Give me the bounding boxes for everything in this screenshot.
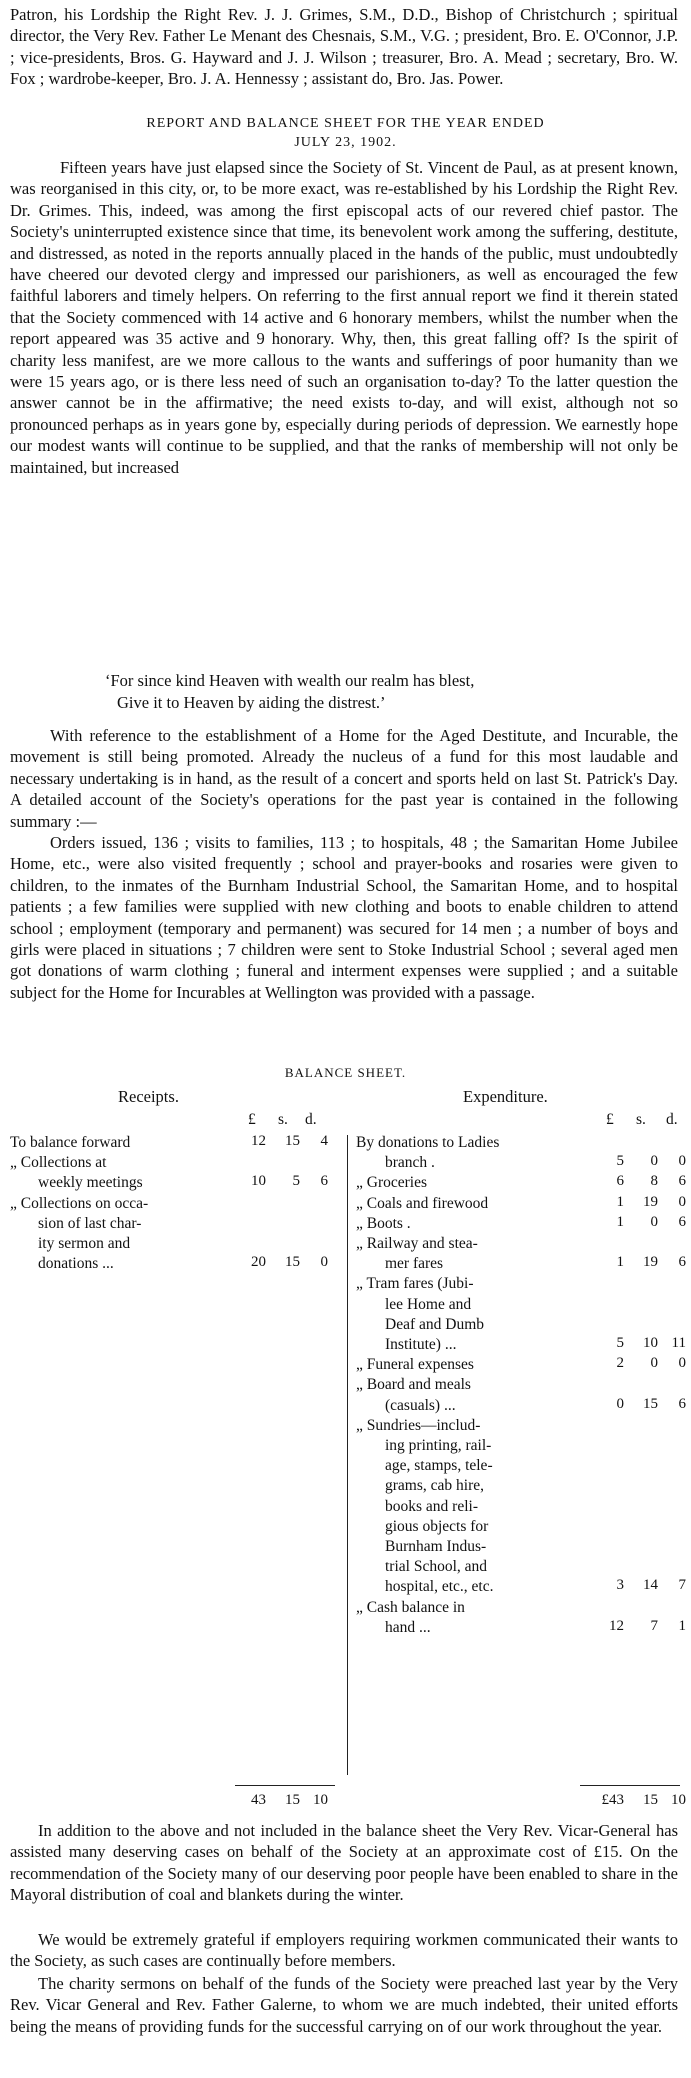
receipt-line: donations ...: [38, 1255, 114, 1273]
expenditure-line: „ Railway and stea-: [356, 1235, 478, 1252]
amount-pounds: 5: [616, 1153, 624, 1170]
amount-pence: 4: [320, 1133, 328, 1149]
expenditure-line: Burnham Indus-: [385, 1538, 487, 1555]
amount-pounds: 2: [616, 1355, 624, 1372]
amount-pence: 11: [671, 1335, 686, 1351]
amount-pence: 6: [678, 1173, 686, 1190]
receipts-total-rule: [235, 1785, 335, 1786]
amount-shillings: 0: [650, 1213, 658, 1230]
paragraph-summary: Orders issued, 136 ; visits to families, 113 ; to hospitals, 48 ; the Samaritan Home Jubilee Home, etc., were also visited frequently ; school and prayer-books and rosaries were given to children, to the inmates of the Burnham Industrial School, the Samaritan Home, and to hospital patients ; a few families were supplied with new clothing and boots to enable children to attend school ; employment (temporary and permanent) was secured for 14 men ; a number of boys and girls were placed in situations ; 7 children were sent to Stoke Industrial School ; several aged men got donations of warm clothing ; funeral and interment expenses were supplied ; and a suitable subject for the Home for Incurables at Wellington was provided with a passage.: [10, 833, 678, 1002]
receipt-line: ity sermon and: [38, 1235, 131, 1252]
report-heading: [0, 114, 691, 152]
currency-label: d.: [666, 1111, 678, 1128]
amount-pence: 0: [678, 1193, 686, 1210]
expenditure-line: hand ...: [385, 1618, 431, 1636]
amount-shillings: 0: [650, 1153, 658, 1170]
expenditure-line: grams, cab hire,: [385, 1477, 484, 1495]
receipt-line: „ Collections on occa-: [10, 1194, 149, 1212]
amount-pence: 10: [313, 1792, 328, 1808]
amount-shillings: 10: [643, 1335, 658, 1351]
report-heading-line1: REPORT AND BALANCE SHEET FOR THE YEAR ENDED: [146, 116, 545, 131]
expenditure-total-rule: [580, 1785, 680, 1786]
column-divider: [347, 1135, 348, 1775]
amount-pounds: 3: [616, 1577, 624, 1594]
amount-shillings: 15: [643, 1792, 658, 1808]
expenditure-line: lee Home and: [385, 1295, 472, 1313]
amount-pence: 6: [678, 1213, 686, 1230]
currency-label: £: [606, 1111, 614, 1128]
poem-line-1: ‘For since kind Heaven with wealth our realm has blest,: [105, 671, 475, 690]
expenditure-line: mer fares: [385, 1255, 444, 1273]
amount-pounds: 10: [251, 1173, 266, 1190]
expenditure-line: trial School, and: [385, 1558, 488, 1576]
amount-pence: 1: [678, 1617, 686, 1634]
expenditure-line: By donations to Ladies: [356, 1134, 500, 1151]
expenditure-line: books and reli-: [385, 1497, 478, 1515]
amount-pounds: 5: [616, 1335, 624, 1351]
amount-shillings: 0: [650, 1355, 658, 1372]
expenditure-line: hospital, etc., etc.: [385, 1578, 494, 1596]
expenditure-line: „ Board and meals: [356, 1376, 471, 1394]
expenditure-line: age, stamps, tele-: [385, 1457, 493, 1475]
expenditure-line: „ Funeral expenses: [356, 1356, 474, 1374]
amount-pence: 0: [678, 1153, 686, 1170]
paragraph-employers: We would be extremely grateful if employers requiring workmen communicated their wants to the Society, as such cases are continually before members.: [10, 1930, 678, 1971]
amount-pence: 7: [678, 1577, 686, 1594]
amount-shillings: 5: [292, 1173, 300, 1190]
paragraph-sermons: The charity sermons on behalf of the funds of the Society were preached last year by the Very Rev. Vicar General and Rev. Father Galerne, to whom we are much indebted, their united efforts being the means of providing funds for the successful carrying on of our work throughout the year.: [10, 1974, 678, 2036]
expenditure-heading: Expenditure.: [463, 1087, 548, 1106]
receipt-line: weekly meetings: [38, 1174, 143, 1192]
expenditure-line: branch .: [385, 1154, 435, 1172]
amount-shillings: 15: [285, 1792, 300, 1808]
paragraph-home: With reference to the establishment of a Home for the Aged Destitute, and Incurable, the movement is still being promoted. Already the nucleus of a fund for this most laudable and necessary undertaking is in hand, as the result of a concert and sports held on last St. Patrick's Day. A detailed account of the Society's operations for the past year is contained in the following summary :—: [10, 726, 678, 831]
receipt-line: sion of last char-: [38, 1214, 142, 1232]
amount-pence: 0: [678, 1355, 686, 1372]
amount-pounds: 20: [251, 1254, 266, 1271]
amount-shillings: 8: [650, 1173, 658, 1190]
receipts-heading: Receipts.: [118, 1087, 179, 1106]
balance-sheet-title: BALANCE SHEET.: [284, 1065, 407, 1080]
amount-pence: 6: [678, 1395, 686, 1412]
paragraph-history: Fifteen years have just elapsed since the Society of St. Vincent de Paul, as at present known, was reorganised in this city, or, to be more exact, was re-established by his Lordship the Right Rev. Dr. Grimes. This, indeed, was among the first episcopal acts of our revered chief pastor. The Society's uninterrupted existence since that time, its benevolent work among the suffering, destitute, and distressed, as noted in the reports annually placed in the hands of the public, must undoubtedly have cheered our devoted clergy and impressed our parishioners, as well as encouraged the few faithful laborers and timely helpers. On referring to the first annual report we find it therein stated that the Society commenced with 14 active and 6 honorary members, whilst the number when the report appeared was 35 active and 9 honorary. Why, then, this great falling off? Is the spirit of charity less manifest, are we more callous to the wants and sufferings of poor humanity than we were 15 years ago, or is there less need of such an organisation to-day? To the latter question the answer cannot be in the affirmative; the need exists to-day, and will exist, although not so pronounced perhaps as in years gone by, especially during periods of depression. We earnestly hope our modest wants will continue to be supplied, and that the ranks of membership will not only be maintained, but increased: [10, 158, 678, 477]
receipt-line: To balance forward: [10, 1134, 131, 1151]
amount-shillings: 19: [643, 1254, 658, 1271]
amount-pounds: 43: [251, 1792, 266, 1808]
expenditure-line: „ Coals and firewood: [356, 1194, 489, 1212]
amount-shillings: 15: [643, 1395, 658, 1412]
amount-pence: 6: [678, 1254, 686, 1271]
expenditure-line: „ Groceries: [356, 1174, 427, 1192]
amount-pounds: 1: [616, 1213, 624, 1230]
currency-label: d.: [305, 1111, 317, 1128]
poem-line-2: Give it to Heaven by aiding the distrest.’: [117, 693, 386, 712]
expenditure-line: ing printing, rail-: [385, 1437, 492, 1454]
amount-pounds: 12: [251, 1133, 266, 1149]
amount-pence: 6: [320, 1173, 328, 1190]
expenditure-line: „ Tram fares (Jubi-: [356, 1275, 474, 1293]
expenditure-line: „ Cash balance in: [356, 1598, 465, 1616]
expenditure-line: Deaf and Dumb: [385, 1315, 484, 1333]
amount-shillings: 7: [650, 1617, 658, 1634]
amount-pence: 10: [671, 1792, 686, 1808]
amount-shillings: 19: [643, 1193, 658, 1210]
expenditure-line: „ Sundries—includ-: [356, 1416, 481, 1434]
amount-pounds: 6: [616, 1173, 624, 1190]
currency-label: £: [248, 1111, 256, 1128]
currency-label: s.: [636, 1111, 646, 1128]
amount-pence: 0: [320, 1254, 328, 1271]
amount-pounds: 1: [616, 1193, 624, 1210]
expenditure-line: (casuals) ...: [385, 1396, 456, 1414]
amount-shillings: 14: [643, 1577, 658, 1594]
amount-shillings: 15: [285, 1254, 300, 1271]
officers-paragraph: Patron, his Lordship the Right Rev. J. J. Grimes, S.M., D.D., Bishop of Christchurch ; spiritual director, the Very Rev. Father Le Menant des Chesnais, S.M., V.G. ; president, Bro. E. O'Connor, J.P. ; vice-presidents, Bros. G. Hayward and J. J. Wilson ; treasurer, Bro. A. Mead ; secretary, Bro. W. Fox ; wardrobe-keeper, Bro. J. A. Hennessy ; assistant do, Bro. Jas. Power.: [10, 5, 678, 89]
amount-pounds: £43: [601, 1792, 624, 1808]
paragraph-vicar-general: In addition to the above and not included in the balance sheet the Very Rev. Vicar-General has assisted many deserving cases on behalf of the Society at an approximate cost of £15. On the recommendation of the Society many of our deserving poor people have been enabled to share in the Mayoral distribution of coal and blankets during the winter.: [10, 1821, 678, 1905]
currency-label: s.: [278, 1111, 288, 1128]
amount-shillings: 15: [285, 1133, 300, 1149]
report-heading-line2: JULY 23, 1902.: [294, 135, 397, 150]
expenditure-line: Institute) ...: [385, 1336, 457, 1353]
amount-pounds: 0: [616, 1395, 624, 1412]
amount-pounds: 1: [616, 1254, 624, 1271]
expenditure-line: „ Boots .: [356, 1214, 411, 1232]
expenditure-line: gious objects for: [385, 1517, 489, 1535]
amount-pounds: 12: [609, 1617, 624, 1634]
poem-quote: [105, 670, 474, 714]
receipt-line: „ Collections at: [10, 1154, 107, 1172]
